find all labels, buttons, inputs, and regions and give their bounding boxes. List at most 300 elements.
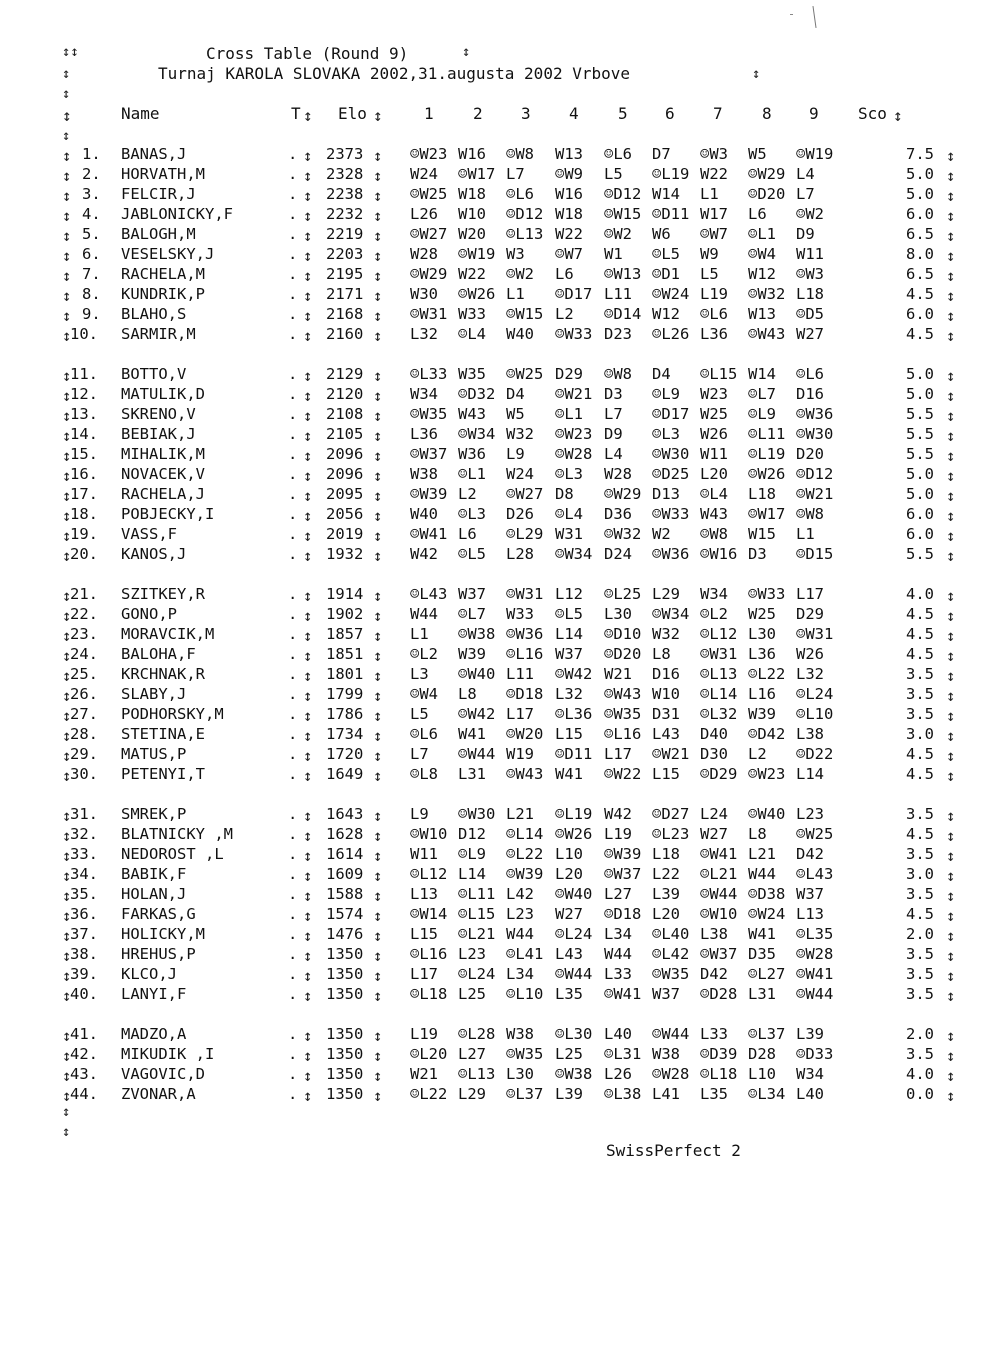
margin-marker: ↕ xyxy=(62,767,72,785)
table-row xyxy=(0,265,1002,285)
round-result: L14 xyxy=(555,625,583,643)
round-result: D30 xyxy=(700,745,728,763)
round-result: L1 xyxy=(796,525,815,543)
margin-marker: ↕ xyxy=(62,527,72,545)
table-row xyxy=(0,925,1002,945)
player-title: . xyxy=(288,925,298,943)
player-number: 21. xyxy=(70,585,98,603)
table-row xyxy=(0,365,1002,385)
round-result: W23 xyxy=(700,385,728,403)
round-result: ☺L3 xyxy=(652,425,680,443)
round-result: ☺L23 xyxy=(652,825,690,843)
margin-marker: ↕ xyxy=(303,427,313,445)
round-result: W26 xyxy=(700,425,728,443)
player-number: 43. xyxy=(70,1065,98,1083)
margin-marker: ↕ xyxy=(373,1047,383,1065)
player-elo: 2108 xyxy=(326,405,364,423)
player-name: FELCIR,J xyxy=(121,185,196,203)
margin-marker: ↕ xyxy=(303,147,313,165)
player-name: MORAVCIK,M xyxy=(121,625,215,643)
round-result: ☺W4 xyxy=(410,685,438,703)
margin-marker: ↕ xyxy=(373,967,383,985)
margin-marker: ↕ xyxy=(303,867,313,885)
margin-marker: ↕ xyxy=(62,287,72,305)
round-result: L2 xyxy=(748,745,767,763)
round-result: W40 xyxy=(410,505,438,523)
margin-marker: ↕ xyxy=(62,1067,72,1085)
player-title: . xyxy=(288,725,298,743)
margin-marker: ↕ xyxy=(946,947,956,965)
player-title: . xyxy=(288,185,298,203)
round-result: ☺D12 xyxy=(796,465,834,483)
margin-marker: ↕ xyxy=(373,547,383,565)
player-elo: 2120 xyxy=(326,385,364,403)
player-number: 1. xyxy=(82,145,101,163)
table-row xyxy=(0,625,1002,645)
margin-marker: ↕ xyxy=(373,1067,383,1085)
player-name: BOTTO,V xyxy=(121,365,187,383)
round-result: L25 xyxy=(555,1045,583,1063)
round-result: L19 xyxy=(700,285,728,303)
round-result: ☺D12 xyxy=(506,205,544,223)
round-result: ☺W41 xyxy=(796,965,834,983)
margin-marker: ↕ xyxy=(303,467,313,485)
round-result: L17 xyxy=(796,585,824,603)
round-result: L38 xyxy=(796,725,824,743)
round-result: L15 xyxy=(652,765,680,783)
round-result: W37 xyxy=(555,645,583,663)
margin-marker: ↕ xyxy=(946,987,956,1005)
round-result: L23 xyxy=(506,905,534,923)
player-name: GONO,P xyxy=(121,605,177,623)
round-result: ☺L22 xyxy=(748,665,786,683)
player-number: 19. xyxy=(70,525,98,543)
margin-marker: ↕ xyxy=(62,1047,72,1065)
round-result: ☺L33 xyxy=(410,365,448,383)
margin-marker: ↕ xyxy=(373,527,383,545)
player-number: 12. xyxy=(70,385,98,403)
margin-marker: ↕ xyxy=(303,547,313,565)
round-result: ☺W3 xyxy=(700,145,728,163)
round-result: ☺W44 xyxy=(458,745,496,763)
margin-marker: ↕ xyxy=(62,1104,71,1120)
round-result: L23 xyxy=(796,805,824,823)
round-result: ☺W23 xyxy=(748,765,786,783)
round-result: L9 xyxy=(506,445,525,463)
margin-marker: ↕ xyxy=(62,547,72,565)
round-result: L16 xyxy=(748,685,776,703)
player-title: . xyxy=(288,985,298,1003)
table-row xyxy=(0,185,1002,205)
round-result: ☺L22 xyxy=(410,1085,448,1103)
round-result: ☺W36 xyxy=(506,625,544,643)
margin-marker: ↕ xyxy=(373,627,383,645)
player-elo: 2095 xyxy=(326,485,364,503)
table-row xyxy=(0,825,1002,845)
margin-marker: ↕ xyxy=(373,247,383,265)
player-title: . xyxy=(288,1045,298,1063)
round-result: ☺W43 xyxy=(604,685,642,703)
round-result: ☺L7 xyxy=(748,385,776,403)
round-result: ☺L31 xyxy=(604,1045,642,1063)
margin-marker: ↕ xyxy=(946,327,956,345)
margin-marker: ↕ xyxy=(946,547,956,565)
round-result: ☺L1 xyxy=(748,225,776,243)
player-title: . xyxy=(288,265,298,283)
round-result: L22 xyxy=(652,865,680,883)
margin-marker: ↕ xyxy=(946,227,956,245)
round-result: ☺D18 xyxy=(604,905,642,923)
margin-marker: ↕ xyxy=(946,167,956,185)
round-result: ☺W2 xyxy=(604,225,632,243)
margin-marker: ↕ xyxy=(62,647,72,665)
margin-marker: ↕ xyxy=(303,387,313,405)
margin-marker: ↕ xyxy=(62,147,72,165)
round-result: W11 xyxy=(796,245,824,263)
round-result: ☺L7 xyxy=(458,605,486,623)
margin-marker: ↕ xyxy=(946,467,956,485)
round-result: L6 xyxy=(458,525,477,543)
table-row xyxy=(0,805,1002,825)
round-result: L19 xyxy=(410,1025,438,1043)
round-result: L1 xyxy=(506,285,525,303)
round-result: W16 xyxy=(555,185,583,203)
round-result: ☺W3 xyxy=(796,265,824,283)
round-result: ☺W38 xyxy=(555,1065,593,1083)
table-row xyxy=(0,665,1002,685)
table-row xyxy=(0,585,1002,605)
round-result: W21 xyxy=(604,665,632,683)
margin-marker: ↕ xyxy=(303,307,313,325)
margin-marker: ↕ xyxy=(62,667,72,685)
player-elo: 1851 xyxy=(326,645,364,663)
round-result: ☺W43 xyxy=(506,765,544,783)
player-score: 3.5 xyxy=(906,665,934,683)
player-name: HOLAN,J xyxy=(121,885,187,903)
player-name: BABIK,F xyxy=(121,865,187,883)
margin-marker: ↕ xyxy=(303,587,313,605)
player-name: MIHALIK,M xyxy=(121,445,205,463)
margin-marker: ↕ xyxy=(373,207,383,225)
round-result: ☺L16 xyxy=(506,645,544,663)
margin-marker: ↕ xyxy=(62,707,72,725)
round-result: ☺W42 xyxy=(458,705,496,723)
margin-marker: ↕ xyxy=(373,507,383,525)
table-row xyxy=(0,525,1002,545)
margin-marker: ↕ xyxy=(303,1067,313,1085)
margin-marker: ↕ xyxy=(62,807,72,825)
table-row xyxy=(0,165,1002,185)
player-number: 20. xyxy=(70,545,98,563)
player-elo: 1720 xyxy=(326,745,364,763)
round-result: L17 xyxy=(506,705,534,723)
round-result: L8 xyxy=(652,645,671,663)
margin-marker: ↕ xyxy=(62,867,72,885)
margin-marker: ↕ xyxy=(373,827,383,845)
scan-mark xyxy=(812,6,816,28)
round-result: L10 xyxy=(555,845,583,863)
margin-marker: ↕ xyxy=(303,747,313,765)
margin-marker: ↕ xyxy=(303,207,313,225)
margin-marker: ↕ xyxy=(946,527,956,545)
round-result: W6 xyxy=(652,225,671,243)
header-score: Sco xyxy=(858,104,887,123)
player-title: . xyxy=(288,245,298,263)
player-title: . xyxy=(288,1085,298,1103)
player-number: 39. xyxy=(70,965,98,983)
round-result: ☺W28 xyxy=(796,945,834,963)
round-result: ☺L16 xyxy=(604,725,642,743)
margin-marker: ↕ xyxy=(373,747,383,765)
margin-marker: ↕ xyxy=(946,807,956,825)
margin-marker: ↕ xyxy=(62,827,72,845)
table-row xyxy=(0,405,1002,425)
player-score: 5.5 xyxy=(906,445,934,463)
player-number: 10. xyxy=(70,325,98,343)
round-result: ☺L16 xyxy=(410,945,448,963)
round-result: ☺L18 xyxy=(700,1065,738,1083)
margin-marker: ↕ xyxy=(303,367,313,385)
round-result: ☺W25 xyxy=(506,365,544,383)
table-row xyxy=(0,645,1002,665)
player-score: 3.5 xyxy=(906,705,934,723)
player-number: 28. xyxy=(70,725,98,743)
player-title: . xyxy=(288,525,298,543)
round-result: ☺W21 xyxy=(796,485,834,503)
round-result: L21 xyxy=(506,805,534,823)
player-title: . xyxy=(288,365,298,383)
player-number: 40. xyxy=(70,985,98,1003)
player-name: PODHORSKY,M xyxy=(121,705,224,723)
player-name: KANOS,J xyxy=(121,545,187,563)
player-name: SLABY,J xyxy=(121,685,187,703)
round-result: ☺L19 xyxy=(652,165,690,183)
player-score: 3.0 xyxy=(906,865,934,883)
round-result: L23 xyxy=(458,945,486,963)
margin-marker: ↕ xyxy=(303,1087,313,1105)
margin-marker: ↕ xyxy=(946,727,956,745)
round-result: ☺D22 xyxy=(796,745,834,763)
margin-marker: ↕ xyxy=(946,607,956,625)
margin-marker: ↕ xyxy=(62,327,72,345)
round-result: ☺W44 xyxy=(796,985,834,1003)
player-name: VESELSKY,J xyxy=(121,245,215,263)
margin-marker: ↕ xyxy=(373,287,383,305)
round-result: W18 xyxy=(458,185,486,203)
round-result: W42 xyxy=(410,545,438,563)
player-name: RACHELA,J xyxy=(121,485,205,503)
margin-marker: ↕ xyxy=(62,987,72,1005)
player-score: 0.0 xyxy=(906,1085,934,1103)
margin-marker: ↕ xyxy=(946,627,956,645)
header-name: Name xyxy=(121,104,160,123)
margin-marker: ↕ xyxy=(946,307,956,325)
round-result: W38 xyxy=(410,465,438,483)
player-number: 34. xyxy=(70,865,98,883)
player-number: 27. xyxy=(70,705,98,723)
round-result: W44 xyxy=(410,605,438,623)
round-result: ☺L37 xyxy=(506,1085,544,1103)
margin-marker: ↕ xyxy=(62,128,71,144)
round-result: L43 xyxy=(555,945,583,963)
round-result: W19 xyxy=(506,745,534,763)
margin-marker: ↕ xyxy=(62,167,72,185)
round-result: L30 xyxy=(748,625,776,643)
player-number: 14. xyxy=(70,425,98,443)
round-result: ☺W26 xyxy=(555,825,593,843)
player-score: 7.5 xyxy=(906,145,934,163)
player-name: BLAHO,S xyxy=(121,305,187,323)
round-result: ☺W41 xyxy=(604,985,642,1003)
round-result: ☺W23 xyxy=(555,425,593,443)
player-number: 29. xyxy=(70,745,98,763)
table-row xyxy=(0,285,1002,305)
player-score: 8.0 xyxy=(906,245,934,263)
margin-marker: ↕ xyxy=(946,1067,956,1085)
player-title: . xyxy=(288,405,298,423)
margin-marker: ↕ xyxy=(62,187,72,205)
round-result: ☺L6 xyxy=(604,145,632,163)
round-result: ☺W16 xyxy=(700,545,738,563)
margin-marker: ↕ xyxy=(946,867,956,885)
round-result: ☺W25 xyxy=(410,185,448,203)
round-result: ☺L6 xyxy=(410,725,438,743)
player-number: 38. xyxy=(70,945,98,963)
round-result: L8 xyxy=(458,685,477,703)
round-result: ☺W38 xyxy=(458,625,496,643)
margin-marker: ↕ xyxy=(303,247,313,265)
player-name: BLATNICKY ,M xyxy=(121,825,233,843)
round-result: ☺L10 xyxy=(506,985,544,1003)
player-name: LANYI,F xyxy=(121,985,187,1003)
margin-marker: ↕ xyxy=(303,927,313,945)
player-score: 6.0 xyxy=(906,505,934,523)
round-result: L5 xyxy=(700,265,719,283)
round-result: ☺D17 xyxy=(652,405,690,423)
round-result: ☺D20 xyxy=(748,185,786,203)
margin-marker: ↕ xyxy=(373,227,383,245)
margin-marker: ↕ xyxy=(62,1124,71,1140)
player-title: . xyxy=(288,665,298,683)
round-result: ☺W29 xyxy=(604,485,642,503)
margin-marker: ↕ xyxy=(373,887,383,905)
margin-marker: ↕ xyxy=(62,947,72,965)
round-result: ☺D12 xyxy=(604,185,642,203)
round-result: ☺W37 xyxy=(410,445,448,463)
round-result: ☺W33 xyxy=(652,505,690,523)
margin-marker: ↕ xyxy=(373,987,383,1005)
player-score: 2.0 xyxy=(906,925,934,943)
margin-marker: ↕ xyxy=(373,867,383,885)
margin-marker: ↕ xyxy=(62,487,72,505)
round-result: ☺W30 xyxy=(796,425,834,443)
player-score: 4.5 xyxy=(906,605,934,623)
player-elo: 2195 xyxy=(326,265,364,283)
player-title: . xyxy=(288,845,298,863)
margin-marker: ↕ xyxy=(946,507,956,525)
player-score: 4.5 xyxy=(906,285,934,303)
round-result: ☺L35 xyxy=(796,925,834,943)
table-row xyxy=(0,945,1002,965)
player-title: . xyxy=(288,485,298,503)
round-result: ☺L14 xyxy=(700,685,738,703)
player-score: 6.0 xyxy=(906,205,934,223)
round-result: L13 xyxy=(796,905,824,923)
player-elo: 1350 xyxy=(326,1025,364,1043)
table-row xyxy=(0,145,1002,165)
player-number: 30. xyxy=(70,765,98,783)
round-result: ☺W8 xyxy=(796,505,824,523)
margin-marker: ↕ xyxy=(946,707,956,725)
margin-marker: ↕ xyxy=(373,947,383,965)
table-row xyxy=(0,845,1002,865)
round-result: W44 xyxy=(748,865,776,883)
player-number: 5. xyxy=(82,225,101,243)
round-result: ☺W35 xyxy=(506,1045,544,1063)
round-result: ☺D15 xyxy=(796,545,834,563)
margin-marker: ↕ xyxy=(373,667,383,685)
player-number: 42. xyxy=(70,1045,98,1063)
round-result: L28 xyxy=(506,545,534,563)
player-title: . xyxy=(288,305,298,323)
margin-marker: ↕ xyxy=(373,907,383,925)
margin-marker: ↕ xyxy=(62,747,72,765)
margin-marker: ↕ xyxy=(946,907,956,925)
player-title: . xyxy=(288,865,298,883)
round-result: L10 xyxy=(748,1065,776,1083)
round-result: D28 xyxy=(748,1045,776,1063)
round-result: ☺W21 xyxy=(652,745,690,763)
round-result: L33 xyxy=(604,965,632,983)
round-result: L30 xyxy=(604,605,632,623)
player-number: 18. xyxy=(70,505,98,523)
round-result: W12 xyxy=(748,265,776,283)
player-score: 5.5 xyxy=(906,545,934,563)
player-score: 3.5 xyxy=(906,985,934,1003)
round-result: L17 xyxy=(410,965,438,983)
margin-marker: ↕ xyxy=(946,427,956,445)
table-row xyxy=(0,245,1002,265)
round-result: L26 xyxy=(604,1065,632,1083)
margin-marker: ↕ xyxy=(303,667,313,685)
player-score: 6.0 xyxy=(906,525,934,543)
player-title: . xyxy=(288,505,298,523)
player-name: BEBIAK,J xyxy=(121,425,196,443)
round-result: L19 xyxy=(604,825,632,843)
player-elo: 1643 xyxy=(326,805,364,823)
round-result: ☺W36 xyxy=(652,545,690,563)
round-result: ☺D17 xyxy=(555,285,593,303)
round-result: ☺L1 xyxy=(555,405,583,423)
header-round-1: 1 xyxy=(424,104,434,123)
player-elo: 1476 xyxy=(326,925,364,943)
margin-marker: ↕ xyxy=(62,1027,72,1045)
margin-marker: ↕ xyxy=(303,907,313,925)
margin-marker: ↕ xyxy=(62,627,72,645)
player-name: SARMIR,M xyxy=(121,325,196,343)
round-result: W11 xyxy=(410,845,438,863)
player-number: 26. xyxy=(70,685,98,703)
player-score: 2.0 xyxy=(906,1025,934,1043)
header-t: T xyxy=(291,104,301,123)
player-name: NEDOROST ,L xyxy=(121,845,224,863)
margin-marker: ↕ xyxy=(62,727,72,745)
table-row xyxy=(0,385,1002,405)
margin-marker: ↕ xyxy=(303,287,313,305)
header-elo: Elo xyxy=(338,104,367,123)
round-result: D40 xyxy=(700,725,728,743)
player-score: 4.5 xyxy=(906,745,934,763)
